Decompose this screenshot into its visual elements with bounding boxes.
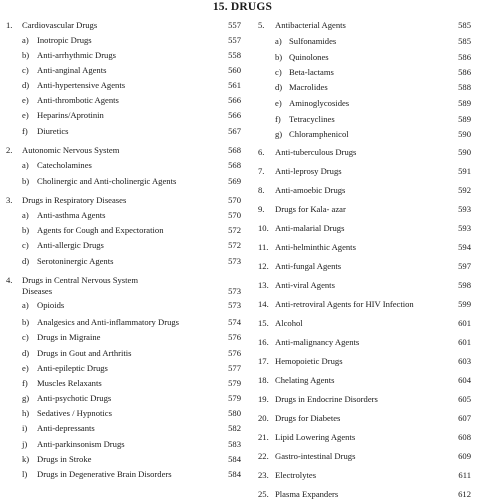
toc-item-number: d) — [22, 80, 30, 90]
toc-section-row — [0, 240, 245, 252]
toc-page-number: 576 — [228, 348, 241, 358]
toc-item-number: g) — [275, 129, 283, 139]
toc-chapter-row — [258, 451, 485, 463]
toc-page-number: 573 — [228, 300, 241, 310]
toc-page-number: 584 — [228, 454, 241, 464]
toc-page-number: 593 — [458, 204, 471, 214]
toc-item-title: Anti-leprosy Drugs — [275, 166, 342, 176]
toc-page-number: 611 — [458, 470, 471, 480]
toc-page-number: 591 — [458, 166, 471, 176]
toc-item-number: 19. — [258, 394, 269, 404]
page-title: 15. DRUGS — [212, 1, 273, 13]
toc-section-row — [0, 160, 245, 172]
toc-page-number: 566 — [228, 95, 241, 105]
toc-item-title: Drugs in Gout and Arthritis — [37, 348, 132, 358]
toc-item-number: e) — [22, 95, 29, 105]
toc-page-number: 568 — [228, 160, 241, 170]
toc-item-number: h) — [22, 408, 30, 418]
toc-item-number: 10. — [258, 223, 269, 233]
toc-page-number: 593 — [458, 223, 471, 233]
toc-page-number: 557 — [228, 20, 241, 30]
toc-item-number: 9. — [258, 204, 265, 214]
toc-item-title: Cholinergic and Anti-cholinergic Agents — [37, 176, 177, 186]
toc-page-number: 585 — [458, 36, 471, 46]
toc-section-row — [0, 469, 245, 481]
toc-page-number: 577 — [228, 363, 241, 373]
toc-item-title: Drugs in Endocrine Disorders — [275, 394, 378, 404]
toc-item-title: Electrolytes — [275, 470, 317, 480]
toc-item-title: Gastro-intestinal Drugs — [275, 451, 356, 461]
toc-chapter-row — [258, 394, 485, 406]
toc-item-number: 16. — [258, 337, 269, 347]
toc-item-title: Drugs in Respiratory Diseases — [22, 195, 127, 205]
toc-chapter-row — [258, 261, 485, 273]
toc-item-title: Macrolides — [289, 82, 328, 92]
toc-item-title: Anti-allergic Drugs — [37, 240, 104, 250]
toc-item-title: Catecholamines — [37, 160, 92, 170]
toc-page-number: 558 — [228, 50, 241, 60]
toc-item-title: Anti-hypertensive Agents — [37, 80, 126, 90]
toc-chapter-row — [258, 470, 485, 482]
toc-chapter-row — [258, 375, 485, 387]
toc-chapter-row — [258, 223, 485, 235]
toc-page-number: 582 — [228, 423, 241, 433]
toc-item-number: a) — [275, 36, 282, 46]
toc-chapter-row — [258, 413, 485, 425]
toc-section-row — [258, 98, 485, 110]
toc-page-number: 612 — [458, 489, 471, 499]
toc-page-number: 589 — [458, 114, 471, 124]
toc-chapter-row — [0, 275, 245, 299]
toc-chapter-row — [0, 195, 245, 207]
toc-page-number: 572 — [228, 240, 241, 250]
toc-item-title: Anti-thrombotic Agents — [37, 95, 119, 105]
toc-section-row — [0, 393, 245, 405]
toc-item-title: Aminoglycosides — [289, 98, 350, 108]
toc-item-title: Drugs in Central Nervous System Diseases — [22, 275, 139, 296]
toc-page-number: 574 — [228, 317, 241, 327]
toc-item-title: Alcohol — [275, 318, 303, 328]
toc-item-number: 20. — [258, 413, 269, 423]
toc-item-number: 22. — [258, 451, 269, 461]
toc-item-title: Anti-depressants — [37, 423, 95, 433]
toc-item-title: Drugs for Diabetes — [275, 413, 341, 423]
toc-section-row — [0, 332, 245, 344]
toc-item-number: 7. — [258, 166, 265, 176]
toc-section-row — [258, 114, 485, 126]
toc-chapter-row — [258, 489, 485, 501]
toc-item-number: b) — [22, 176, 30, 186]
toc-item-number: 18. — [258, 375, 269, 385]
toc-chapter-row — [258, 204, 485, 216]
toc-page-number: 583 — [228, 439, 241, 449]
toc-section-row — [0, 363, 245, 375]
toc-section-row — [0, 65, 245, 77]
toc-item-title: Serotoninergic Agents — [37, 256, 114, 266]
toc-section-row — [0, 95, 245, 107]
toc-section-row — [0, 80, 245, 92]
toc-item-title: Plasma Expanders — [275, 489, 339, 499]
toc-section-row — [0, 408, 245, 420]
toc-page-number: 576 — [228, 332, 241, 342]
toc-section-row — [258, 36, 485, 48]
toc-item-title: Agents for Cough and Expectoration — [37, 225, 164, 235]
toc-item-title: Analgesics and Anti-inflammatory Drugs — [37, 317, 180, 327]
toc-chapter-row — [258, 356, 485, 368]
toc-chapter-row — [258, 147, 485, 159]
toc-item-number: a) — [22, 210, 29, 220]
toc-item-number: 11. — [258, 242, 269, 252]
toc-chapter-row — [258, 166, 485, 178]
toc-page-number: 567 — [228, 126, 241, 136]
toc-item-number: 8. — [258, 185, 265, 195]
toc-section-row — [0, 423, 245, 435]
toc-section-row — [0, 126, 245, 138]
toc-page-number: 568 — [228, 145, 241, 155]
toc-item-title: Anti-malarial Drugs — [275, 223, 345, 233]
toc-item-number: l) — [22, 469, 28, 479]
toc-item-title: Autonomic Nervous System — [22, 145, 120, 155]
toc-section-row — [258, 82, 485, 94]
toc-item-number: 21. — [258, 432, 269, 442]
toc-page-number: 609 — [458, 451, 471, 461]
toc-item-title: Anti-tuberculous Drugs — [275, 147, 357, 157]
toc-page-number: 557 — [228, 35, 241, 45]
toc-item-number: e) — [22, 363, 29, 373]
toc-section-row — [0, 225, 245, 237]
toc-chapter-row — [258, 185, 485, 197]
toc-page-number: 586 — [458, 67, 471, 77]
toc-page-number: 579 — [228, 393, 241, 403]
toc-page-number: 603 — [458, 356, 471, 366]
toc-item-number: 17. — [258, 356, 269, 366]
toc-item-title: Inotropic Drugs — [37, 35, 92, 45]
toc-page-number: 592 — [458, 185, 471, 195]
toc-page-number: 585 — [458, 20, 471, 30]
toc-item-title: Drugs in Degenerative Brain Disorders — [37, 469, 172, 479]
toc-item-title: Opioids — [37, 300, 65, 310]
toc-item-title: Quinolones — [289, 52, 329, 62]
toc-page-number: 573 — [228, 286, 241, 296]
toc-item-number: 23. — [258, 470, 269, 480]
toc-item-number: c) — [275, 67, 282, 77]
toc-item-title: Beta-lactams — [289, 67, 334, 77]
toc-item-title: Anti-asthma Agents — [37, 210, 106, 220]
toc-page-number: 597 — [458, 261, 471, 271]
toc-page-number: 579 — [228, 378, 241, 388]
toc-page-number: 601 — [458, 318, 471, 328]
toc-chapter-row — [258, 20, 485, 32]
toc-item-title: Anti-parkinsonism Drugs — [37, 439, 125, 449]
toc-item-number: 12. — [258, 261, 269, 271]
toc-item-title: Drugs for Kala- azar — [275, 204, 346, 214]
toc-section-row — [0, 317, 245, 329]
toc-item-number: f) — [275, 114, 281, 124]
toc-item-title: Anti-malignancy Agents — [275, 337, 360, 347]
toc-section-row — [0, 210, 245, 222]
toc-item-title: Anti-anginal Agents — [37, 65, 107, 75]
toc-item-number: a) — [22, 300, 29, 310]
toc-chapter-row — [0, 145, 245, 157]
toc-item-number: c) — [22, 332, 29, 342]
toc-item-number: 4. — [6, 275, 13, 285]
toc-section-row — [0, 300, 245, 312]
toc-item-title: Drugs in Stroke — [37, 454, 92, 464]
toc-item-number: 15. — [258, 318, 269, 328]
toc-item-title: Anti-helminthic Agents — [275, 242, 356, 252]
toc-section-row — [258, 52, 485, 64]
toc-item-title: Muscles Relaxants — [37, 378, 102, 388]
toc-item-title: Heparins/Aprotinin — [37, 110, 104, 120]
toc-item-number: b) — [22, 225, 30, 235]
toc-page-number: 588 — [458, 82, 471, 92]
toc-item-number: d) — [275, 82, 283, 92]
toc-chapter-row — [258, 299, 485, 311]
toc-section-row — [0, 35, 245, 47]
toc-page-number: 608 — [458, 432, 471, 442]
toc-item-number: 6. — [258, 147, 265, 157]
toc-chapter-row — [0, 20, 245, 32]
toc-item-number: b) — [22, 317, 30, 327]
toc-item-number: f) — [22, 126, 28, 136]
toc-section-row — [0, 348, 245, 360]
toc-item-number: e) — [275, 98, 282, 108]
toc-page-number: 560 — [228, 65, 241, 75]
toc-item-title: Hemopoietic Drugs — [275, 356, 343, 366]
toc-page-number: 580 — [228, 408, 241, 418]
toc-item-number: 25. — [258, 489, 269, 499]
toc-chapter-row — [258, 318, 485, 330]
toc-page-number: 604 — [458, 375, 471, 385]
toc-chapter-row — [258, 242, 485, 254]
toc-section-row — [0, 378, 245, 390]
toc-item-number: 1. — [6, 20, 13, 30]
toc-item-number: c) — [22, 65, 29, 75]
toc-item-number: j) — [22, 439, 28, 449]
toc-section-row — [0, 50, 245, 62]
toc-page-number: 566 — [228, 110, 241, 120]
toc-item-number: 14. — [258, 299, 269, 309]
toc-section-row — [258, 129, 485, 141]
toc-page-number: 584 — [228, 469, 241, 479]
toc-page-number: 570 — [228, 210, 241, 220]
toc-page-number: 589 — [458, 98, 471, 108]
toc-item-number: i) — [22, 423, 28, 433]
toc-page-number: 590 — [458, 147, 471, 157]
toc-item-number: 5. — [258, 20, 265, 30]
toc-section-row — [0, 176, 245, 188]
toc-item-number: d) — [22, 256, 30, 266]
toc-item-title: Anti-arrhythmic Drugs — [37, 50, 116, 60]
toc-item-title: Tetracyclines — [289, 114, 335, 124]
toc-page-number: 573 — [228, 256, 241, 266]
toc-page-number: 572 — [228, 225, 241, 235]
toc-item-title: Chloramphenicol — [289, 129, 349, 139]
toc-item-title: Anti-amoebic Drugs — [275, 185, 346, 195]
toc-item-number: e) — [22, 110, 29, 120]
toc-item-title: Anti-epileptic Drugs — [37, 363, 108, 373]
toc-page-number: 599 — [458, 299, 471, 309]
toc-page-number: 607 — [458, 413, 471, 423]
toc-item-number: b) — [22, 50, 30, 60]
toc-page-number: 594 — [458, 242, 471, 252]
toc-page-number: 598 — [458, 280, 471, 290]
toc-item-number: f) — [22, 378, 28, 388]
toc-section-row — [0, 110, 245, 122]
toc-item-title: Anti-psychotic Drugs — [37, 393, 112, 403]
toc-item-number: b) — [275, 52, 283, 62]
toc-item-title: Anti-fungal Agents — [275, 261, 342, 271]
toc-item-title: Sulfonamides — [289, 36, 337, 46]
toc-chapter-row — [258, 432, 485, 444]
toc-page-number: 569 — [228, 176, 241, 186]
toc-item-title: Lipid Lowering Agents — [275, 432, 356, 442]
toc-item-number: 2. — [6, 145, 13, 155]
toc-item-title: Antibacterial Agents — [275, 20, 346, 30]
toc-item-number: a) — [22, 35, 29, 45]
toc-page-number: 570 — [228, 195, 241, 205]
toc-section-row — [0, 256, 245, 268]
toc-item-title: Anti-retroviral Agents for HIV Infection — [275, 299, 414, 309]
toc-item-title: Drugs in Migraine — [37, 332, 101, 342]
toc-page-number: 561 — [228, 80, 241, 90]
toc-item-title: Cardiovascular Drugs — [22, 20, 98, 30]
toc-item-number: 3. — [6, 195, 13, 205]
toc-item-number: g) — [22, 393, 30, 403]
toc-item-number: 13. — [258, 280, 269, 290]
toc-item-number: d) — [22, 348, 30, 358]
toc-item-number: a) — [22, 160, 29, 170]
toc-page-number: 605 — [458, 394, 471, 404]
toc-section-row — [258, 67, 485, 79]
toc-item-title: Diuretics — [37, 126, 69, 136]
toc-chapter-row — [258, 280, 485, 292]
toc-page-number: 590 — [458, 129, 471, 139]
toc-section-row — [0, 439, 245, 451]
toc-item-title: Chelating Agents — [275, 375, 335, 385]
toc-item-number: c) — [22, 240, 29, 250]
toc-page-number: 586 — [458, 52, 471, 62]
toc-section-row — [0, 454, 245, 466]
toc-chapter-row — [258, 337, 485, 349]
toc-item-number: k) — [22, 454, 30, 464]
toc-item-title: Sedatives / Hypnotics — [37, 408, 112, 418]
toc-page-number: 601 — [458, 337, 471, 347]
toc-item-title: Anti-viral Agents — [275, 280, 335, 290]
